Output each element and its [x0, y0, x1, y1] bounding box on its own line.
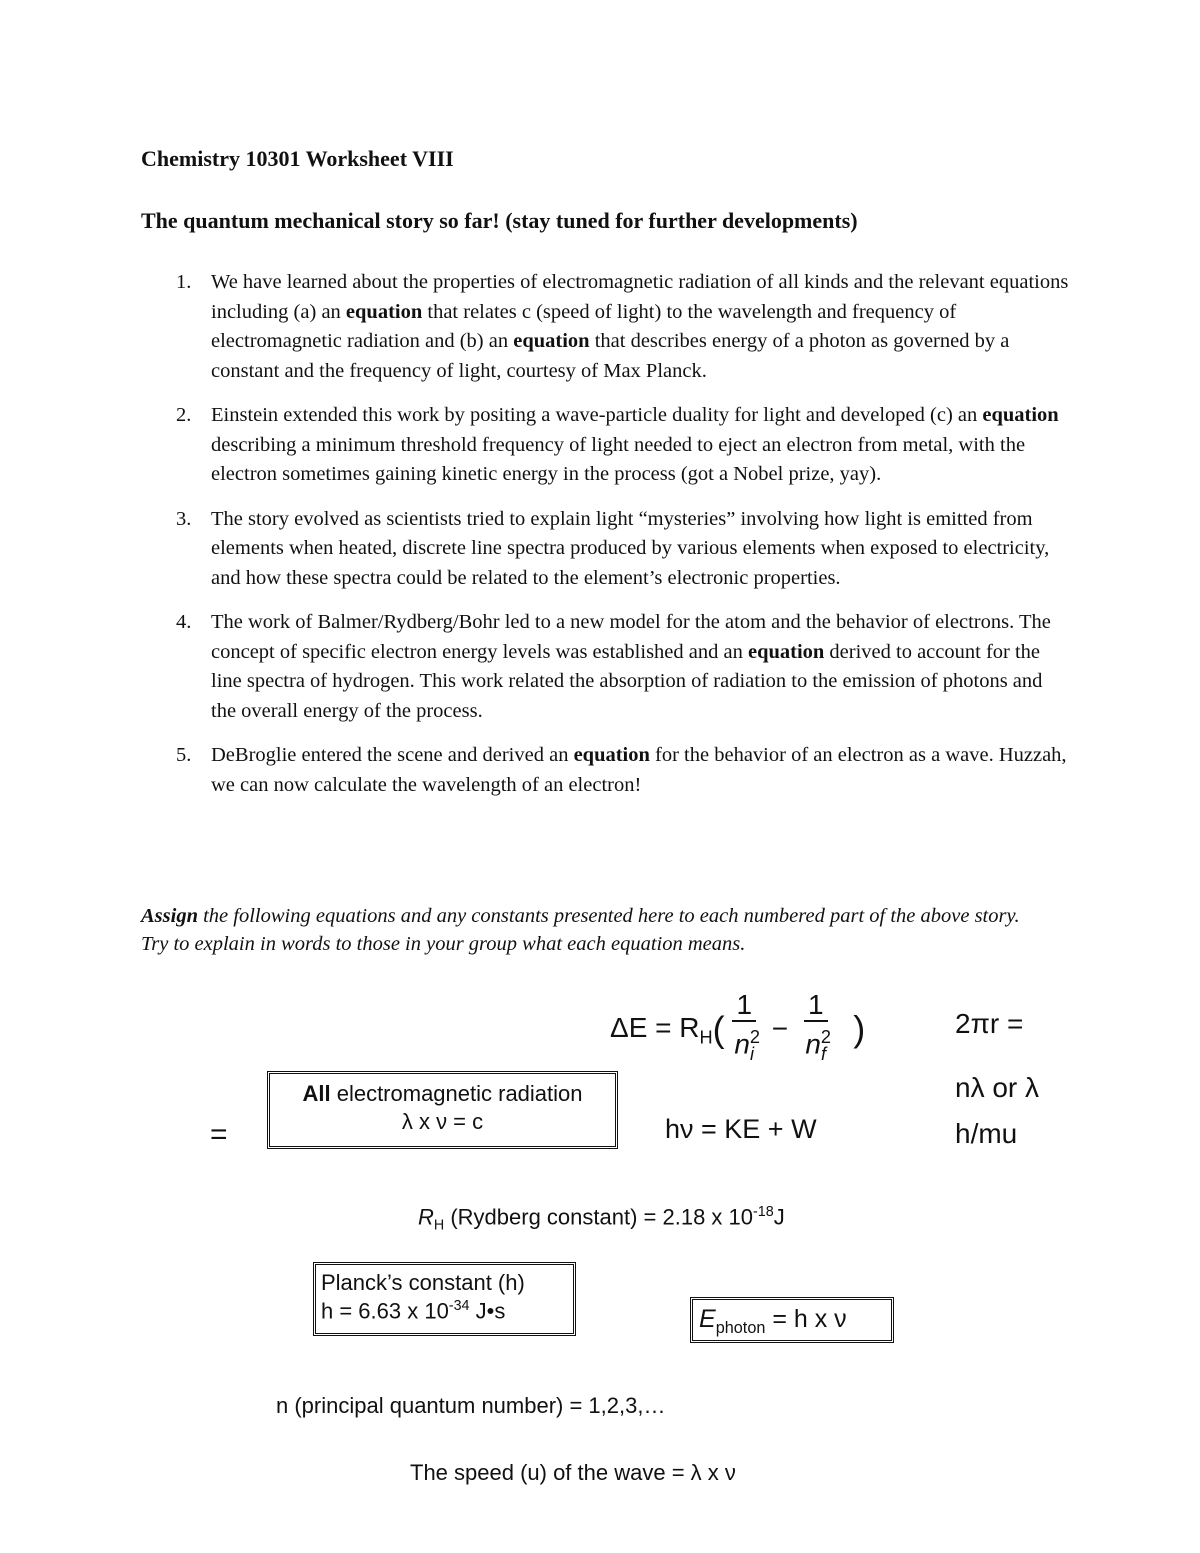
- item-number: 2.: [176, 404, 192, 426]
- debroglie-line1: 2πr =: [955, 1008, 1024, 1039]
- em-radiation-box: All electromagnetic radiation λ x ν = c: [267, 1071, 618, 1149]
- fraction-initial: $\frac{1}{n^2_i}$: [734, 989, 761, 1064]
- wave-speed: The speed (u) of the wave = λ x ν: [410, 1460, 736, 1485]
- list-item: 5. DeBroglie entered the scene and derived an equation for the behavior of an electron as a wave. Huzzah, we can now calculate the wavelength of an electron!: [140, 741, 1070, 800]
- photon-energy-box: $E_{photon} = h$ x ν: [690, 1297, 894, 1343]
- instructions: Assign the following equations and any constants presented here to each numbered part of the above story. Try to explain in words to those in your group what each equation means.: [141, 905, 1020, 955]
- list-item: 3. The story evolved as scientists tried to explain light “mysteries” involving how light is emitted from elements when heated, discrete line spectra produced by various elements when exposed to electricity, and how these spectra could be related to the element’s electronic properties.: [140, 505, 1070, 594]
- item-number: 5.: [176, 744, 192, 766]
- rydberg-constant: $R_H$ (Rydberg constant) = 2.18 x $10^{-18}J$: [418, 1204, 785, 1234]
- debroglie-line2: nλ or λ: [955, 1072, 1040, 1103]
- list-item: 4. The work of Balmer/Rydberg/Bohr led to a new model for the atom and the behavior of electrons. The concept of specific electron energy levels was established and an equation derived to account for the line spectra of hydrogen. This work related the absorption of radiation to the emission of photons and the overall energy of the process.: [140, 608, 1070, 726]
- list-item: 1. We have learned about the properties of electromagnetic radiation of all kinds and the relevant equations including (a) an equation that relates c (speed of light) to the wavelength and frequency of electromagnetic radiation and (b) an equation that describes energy of a photon as governed by a constant and the frequency of light, courtesy of Max Planck.: [140, 268, 1070, 386]
- rydberg-equation: $\Delta E = R_H$( $\frac{1}{n^2_i}$ − $\frac{1}{n^2_f}$ ): [610, 990, 865, 1069]
- photoelectric-equation: hν = KE + W: [665, 1114, 817, 1144]
- worksheet-subtitle: The quantum mechanical story so far! (stay tuned for further developments): [141, 208, 858, 233]
- debroglie-line3: h/mu: [955, 1118, 1018, 1149]
- story-list: [140, 268, 1070, 815]
- item-number: 3.: [176, 507, 192, 530]
- principal-quantum-number: n (principal quantum number) = 1,2,3,…: [276, 1393, 666, 1418]
- equals-sign: =: [210, 1118, 228, 1151]
- item-number: 4.: [176, 611, 192, 633]
- fraction-final: $\frac{1}{n^2_f}$: [805, 989, 832, 1064]
- list-item: 2. Einstein extended this work by positing a wave-particle duality for light and developed (c) an equation describing a minimum threshold frequency of light needed to eject an electron from metal, with the electron sometimes gaining kinetic energy in the process (got a Nobel prize, yay).: [140, 401, 1070, 490]
- worksheet-title: Chemistry 10301 Worksheet VIII: [141, 146, 454, 171]
- planck-constant-box: Planck’s constant (h) h = 6.63 x $10^{-34}$ J•s: [313, 1262, 576, 1336]
- item-number: 1.: [176, 271, 192, 293]
